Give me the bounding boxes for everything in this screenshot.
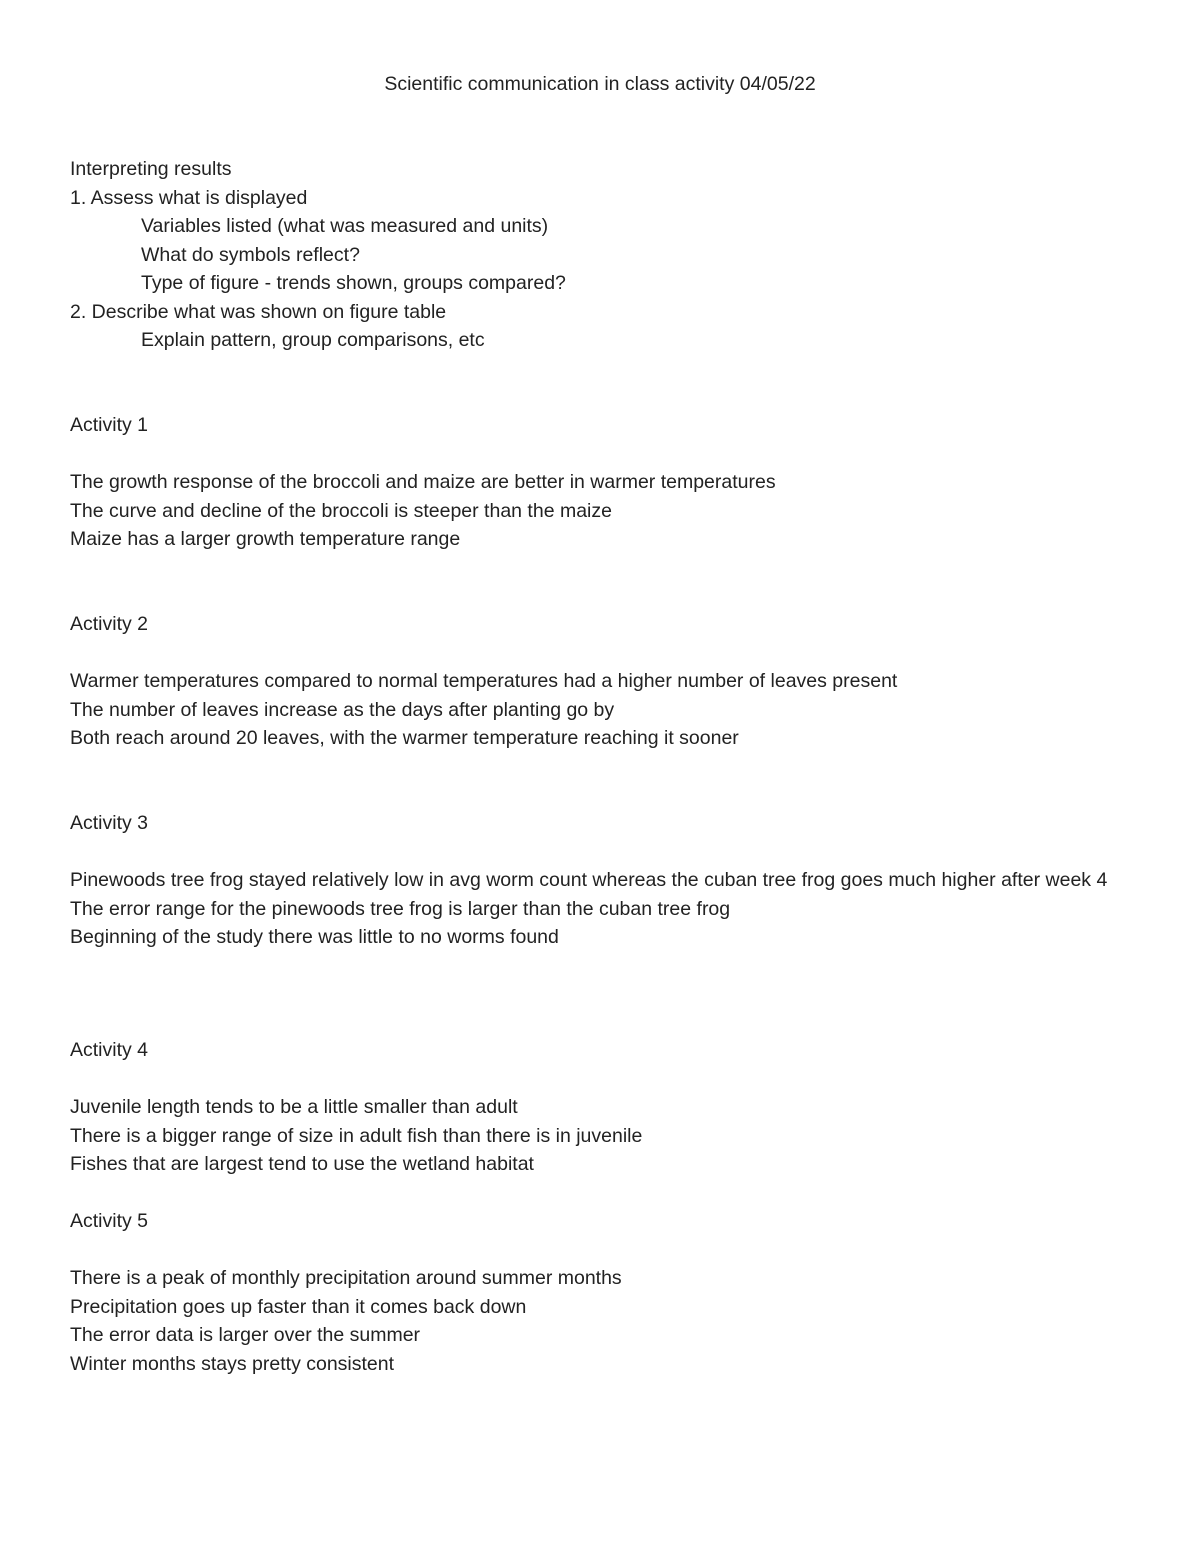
activity-heading: Activity 3 bbox=[70, 812, 149, 834]
activity-heading: Activity 5 bbox=[70, 1210, 149, 1232]
section-heading: Interpreting results bbox=[70, 158, 232, 180]
step-1: 1. Assess what is displayed bbox=[70, 186, 308, 209]
activity-line: The error data is larger over the summer bbox=[70, 1324, 421, 1346]
step-2: 2. Describe what was shown on figure table bbox=[70, 300, 447, 323]
document-title: Scientific communication in class activity 04/05/22 bbox=[384, 73, 816, 95]
step-1-item: Type of figure - trends shown, groups compared? bbox=[141, 272, 566, 294]
step-2-item: Explain pattern, group comparisons, etc bbox=[141, 329, 485, 351]
activity-heading: Activity 1 bbox=[70, 414, 149, 436]
activity-3-section bbox=[70, 809, 1130, 952]
activity-line: Beginning of the study there was little to no worms found bbox=[70, 926, 559, 948]
activity-line: There is a peak of monthly precipitation around summer months bbox=[70, 1267, 622, 1289]
step-1-item: What do symbols reflect? bbox=[141, 243, 360, 266]
activity-line: The curve and decline of the broccoli is steeper than the maize bbox=[70, 499, 612, 522]
activity-line: Juvenile length tends to be a little smaller than adult bbox=[70, 1096, 518, 1118]
step-1-item: Variables listed (what was measured and units) bbox=[141, 215, 549, 237]
activity-heading: Activity 4 bbox=[70, 1039, 149, 1061]
activity-heading: Activity 2 bbox=[70, 613, 149, 635]
activity-line: Warmer temperatures compared to normal temperatures had a higher number of leaves present bbox=[70, 670, 898, 692]
activity-line: Both reach around 20 leaves, with the warmer temperature reaching it sooner bbox=[70, 727, 739, 749]
activity-line: Fishes that are largest tend to use the wetland habitat bbox=[70, 1153, 534, 1175]
activity-line: Maize has a larger growth temperature range bbox=[70, 528, 461, 550]
activity-line: There is a bigger range of size in adult fish than there is in juvenile bbox=[70, 1124, 643, 1147]
activity-line: The error range for the pinewoods tree frog is larger than the cuban tree frog bbox=[70, 897, 731, 920]
activity-line: The growth response of the broccoli and maize are better in warmer temperatures bbox=[70, 471, 776, 493]
activity-2-section bbox=[70, 610, 1130, 753]
activity-line: The number of leaves increase as the days after planting go by bbox=[70, 698, 615, 721]
interpreting-results-section bbox=[70, 155, 1130, 355]
activity-line: Precipitation goes up faster than it comes back down bbox=[70, 1295, 527, 1318]
activity-5-section bbox=[70, 1207, 1130, 1378]
activity-1-section bbox=[70, 411, 1130, 554]
activity-line: Pinewoods tree frog stayed relatively low in avg worm count whereas the cuban tree frog goes much higher after week 4 bbox=[70, 869, 1108, 891]
activity-line: Winter months stays pretty consistent bbox=[70, 1352, 395, 1375]
activity-4-section bbox=[70, 1036, 1130, 1179]
